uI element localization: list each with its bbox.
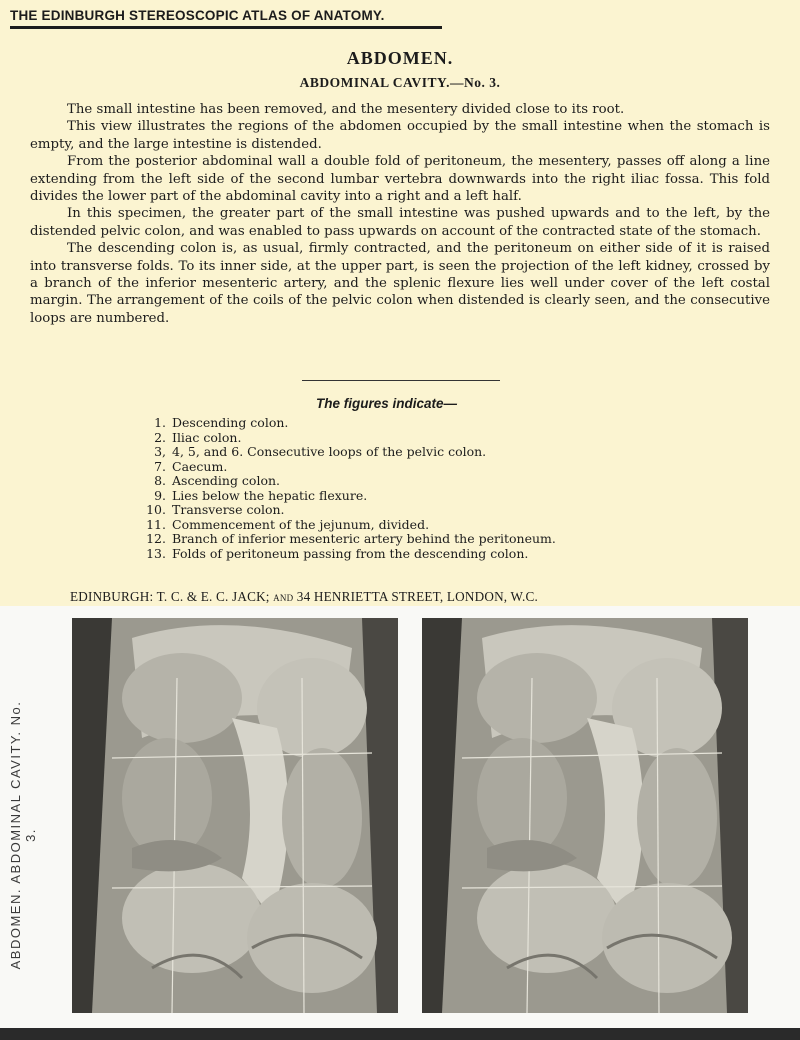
legend-text: Caecum. xyxy=(172,458,228,474)
legend-number: 9. xyxy=(154,487,166,503)
legend-item xyxy=(138,431,698,446)
figure-legend xyxy=(138,416,698,561)
legend-item xyxy=(138,503,698,518)
legend-item xyxy=(138,518,698,533)
legend-number: 7. xyxy=(154,458,166,474)
publisher-address: 34 HENRIETTA STREET, LONDON, W.C. xyxy=(296,589,538,604)
stereo-photo-card xyxy=(0,606,800,1040)
legend-text: Commencement of the jejunum, divided. xyxy=(172,516,430,532)
paragraph: In this specimen, the greater part of the small intestine was pushed upwards and to the left, by the distended pelvic colon, and was enabled to pass upwards on account of the contracted state of the stomach. xyxy=(30,206,770,239)
legend-text: Transverse colon. xyxy=(172,502,285,517)
publisher-line xyxy=(70,589,538,605)
stereo-photo-left xyxy=(72,618,398,1013)
bottom-edge xyxy=(0,1028,800,1040)
legend-number: 2. xyxy=(154,429,166,445)
legend-text: 4, 5, and 6. Consecutive loops of the pelvic colon. xyxy=(172,444,487,459)
legend-number: 10. xyxy=(146,502,166,517)
legend-number: 8. xyxy=(154,473,166,488)
stereo-photo-right xyxy=(422,618,748,1013)
paragraph: The descending colon is, as usual, firmly contracted, and the peritoneum on either side of it is raised into transverse folds. To its inner side, at the upper part, is seen the projection of the left kidney, crossed by a branch of the inferior mesenteric artery, and the splenic flexure lies well under cover of the left costal margin. The arrangement of the coils of the pelvic colon when distended is clearly seen, and the consecutive loops are numbered. xyxy=(30,241,770,326)
page-title: ABDOMEN. xyxy=(346,48,454,68)
legend-item xyxy=(138,460,698,475)
paragraph: This view illustrates the regions of the abdomen occupied by the small intestine when the stomach is empty, and the large intestine is distended. xyxy=(30,119,770,152)
description-text xyxy=(30,101,770,327)
legend-text: Folds of peritoneum passing from the descending colon. xyxy=(172,545,529,561)
legend-item xyxy=(138,416,698,431)
legend-text: Iliac colon. xyxy=(172,429,242,445)
legend-text: Lies below the hepatic flexure. xyxy=(172,487,368,503)
figures-title: The figures indicate— xyxy=(316,396,458,411)
legend-text: Descending colon. xyxy=(172,415,289,430)
header-rule xyxy=(10,26,442,29)
legend-item xyxy=(138,532,698,547)
legend-item xyxy=(138,474,698,489)
legend-item xyxy=(138,547,698,562)
legend-text: Branch of inferior mesenteric artery behind the peritoneum. xyxy=(172,531,556,546)
legend-number: 1. xyxy=(154,415,166,430)
paragraph: The small intestine has been removed, and the mesentery divided close to its root. xyxy=(67,102,625,117)
legend-number: 13. xyxy=(146,545,166,561)
dissection-photo-left xyxy=(72,618,398,1013)
legend-number: 11. xyxy=(146,516,166,532)
legend-item xyxy=(138,445,698,460)
legend-number: 12. xyxy=(146,531,166,546)
dissection-photo-right xyxy=(422,618,748,1013)
card-side-label: ABDOMEN. ABDOMINAL CAVITY. No. 3. xyxy=(8,700,38,970)
section-divider xyxy=(302,380,500,381)
paragraph: From the posterior abdominal wall a double fold of peritoneum, the mesentery, passes off along a line extending from the left side of the second lumbar vertebra downwards into the right iliac fossa. This fold divides the lower part of the abdominal cavity into a right and a left half. xyxy=(30,154,770,205)
publisher-and: AND xyxy=(273,593,294,603)
atlas-header: THE EDINBURGH STEREOSCOPIC ATLAS OF ANATOMY. xyxy=(10,8,385,23)
legend-text: Ascending colon. xyxy=(172,473,280,488)
legend-item xyxy=(138,489,698,504)
publisher-name: EDINBURGH: T. C. & E. C. JACK; xyxy=(70,589,270,604)
page-subtitle: ABDOMINAL CAVITY.—No. 3. xyxy=(299,75,501,90)
legend-number: 3, xyxy=(154,444,166,459)
